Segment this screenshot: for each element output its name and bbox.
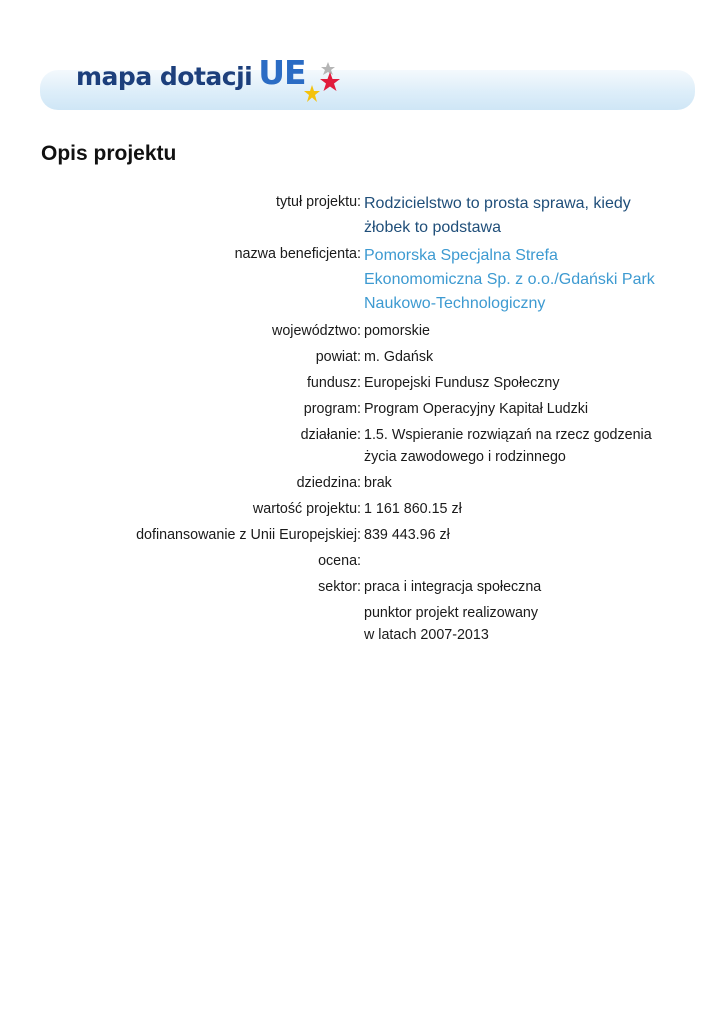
note-row — [0, 602, 725, 646]
field-value: m. Gdańsk — [364, 349, 434, 365]
field-label: powiat: — [315, 349, 361, 365]
field-row-voivodeship — [0, 320, 725, 342]
grey-star-icon — [321, 62, 335, 75]
page-title: Opis projektu — [41, 142, 177, 165]
field-row-program — [0, 398, 725, 420]
note-line-2: w latach 2007-2013 — [364, 627, 489, 643]
field-label: tytuł projektu: — [275, 194, 361, 210]
field-value: 839 443.96 zł — [364, 527, 450, 543]
field-label: program: — [303, 401, 361, 417]
field-row-eu-funding — [0, 524, 725, 546]
eu-stars-icon — [300, 56, 340, 108]
field-value: praca i integracja społeczna — [364, 579, 542, 595]
red-star-icon — [320, 72, 340, 91]
note-spacer — [0, 602, 361, 646]
field-row-rating — [0, 550, 725, 572]
logo-text: mapa dotacji — [76, 62, 253, 91]
field-value: Europejski Fundusz Społeczny — [364, 375, 560, 391]
field-label: dziedzina: — [296, 475, 361, 491]
field-label: fundusz: — [306, 375, 361, 391]
field-row-title — [0, 192, 725, 240]
field-value — [361, 550, 674, 572]
note-text — [361, 602, 674, 646]
field-label: dofinansowanie z Unii Europejskiej: — [136, 527, 361, 543]
beneficiary-link[interactable]: Pomorska Specjalna Strefa Ekonomomiczna Sp. z o.o./Gdański Park Naukowo-Technologiczny — [364, 247, 655, 312]
field-row-sector — [0, 576, 725, 598]
field-row-county — [0, 346, 725, 368]
logo-ue: UE — [258, 53, 306, 92]
field-row-domain — [0, 472, 725, 494]
field-label: sektor: — [318, 579, 361, 595]
note-line-1: punktor projekt realizowany — [364, 605, 539, 621]
field-row-fund — [0, 372, 725, 394]
field-value: Program Operacyjny Kapitał Ludzki — [364, 401, 589, 417]
field-label: nazwa beneficjenta: — [234, 246, 361, 262]
field-row-beneficiary — [0, 244, 725, 316]
field-value: 1 161 860.15 zł — [364, 501, 462, 517]
field-row-action — [0, 424, 725, 468]
field-value: brak — [364, 475, 392, 491]
project-title-value: Rodzicielstwo to prosta sprawa, kiedy żłobek to podstawa — [364, 195, 631, 236]
logo[interactable] — [76, 53, 340, 108]
field-value: 1.5. Wspieranie rozwiązań na rzecz godzenia życia zawodowego i rodzinnego — [364, 427, 652, 465]
field-label: działanie: — [300, 427, 361, 443]
field-value: pomorskie — [364, 323, 430, 339]
field-label: województwo: — [272, 323, 361, 339]
project-fields — [0, 192, 725, 650]
field-label: ocena: — [318, 553, 361, 569]
field-row-project-value — [0, 498, 725, 520]
field-label: wartość projektu: — [252, 501, 361, 517]
yellow-star-icon — [304, 85, 320, 102]
